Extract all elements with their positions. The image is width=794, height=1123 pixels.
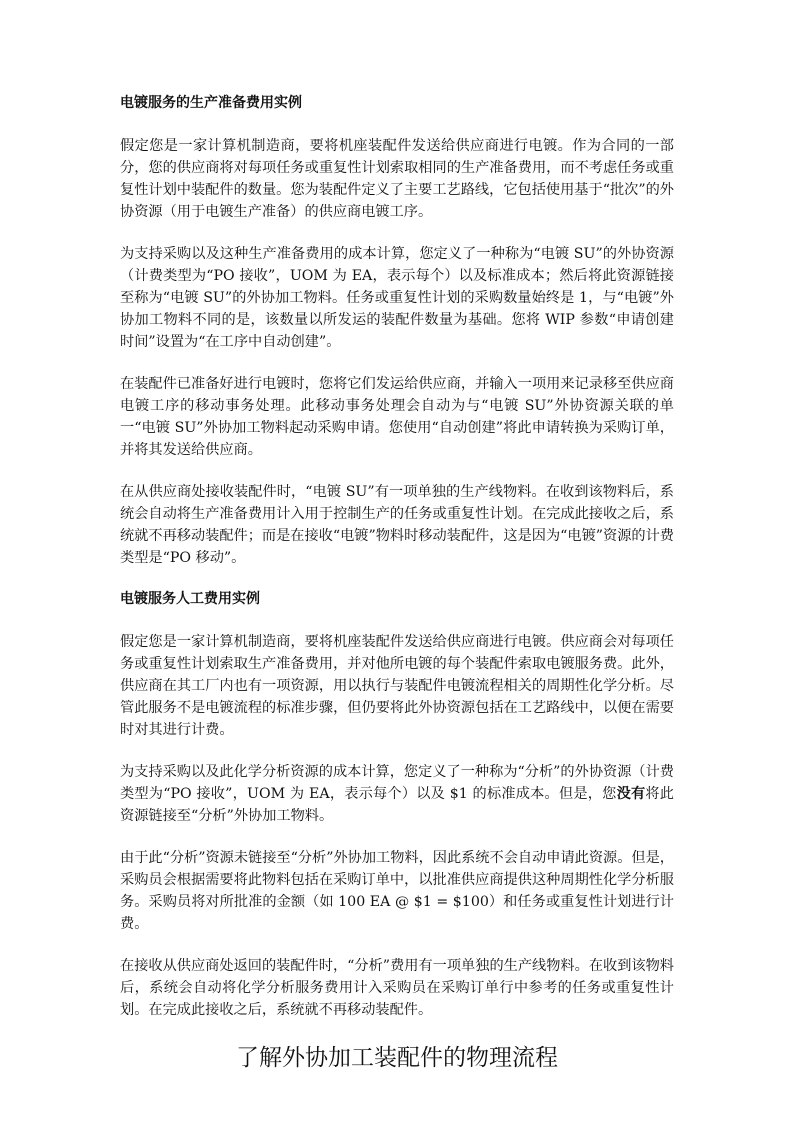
paragraph: 假定您是一家计算机制造商，要将机座装配件发送给供应商进行电镀。供应商会对每项任务或重复性计划索取生产准备费用，并对他所电镀的每个装配件索取电镀服务费。此外，供应商在其工厂内也有一项资源，用以执行与装配件电镀流程相关的周期性化学分析。尽管此服务不是电镀流程的标准步骤，但仍要将此外协资源包括在工艺路线中，以便在需要时对其进行计费。	[120, 634, 674, 738]
paragraph: 由于此“分析”资源未链接至“分析”外协加工物料，因此系统不会自动申请此资源。但是，采购员会根据需要将此物料包括在采购订单中，以批准供应商提供这种周期性化学分析服务。采购员将对所批准的金额（如 100 EA @ $1 = $100）和任务或重复性计划进行计费。	[120, 850, 674, 932]
chapter-title: 了解外协加工装配件的物理流程	[236, 1045, 558, 1071]
section-heading-setup-cost: 电镀服务的生产准备费用实例	[120, 95, 302, 111]
section-heading-labor-cost: 电镀服务人工费用实例	[120, 591, 260, 607]
document-content	[120, 93, 674, 1073]
paragraph: 为支持采购以及这种生产准备费用的成本计算，您定义了一种称为“电镀 SU”的外协资源（计费类型为“PO 接收”，UOM 为 EA，表示每个）以及标准成本；然后将此资源链接至称为“电镀 SU”的外协加工物料。任务或重复性计划的采购数量始终是 1，与“电镀”外协加工物料不同的是，该数量以所发运的装配件数量为基础。您将 WIP 参数“申请创建时间”设置为“在工序中自动创建”。	[120, 246, 674, 350]
text-run: 为支持采购以及此化学分析资源的成本计算，您定义了一种称为“分析”的外协资源（计费类型为“PO 接收”，UOM 为 EA，表示每个）以及 $1 的标准成本。但是，您	[120, 764, 674, 802]
paragraph: 假定您是一家计算机制造商，要将机座装配件发送给供应商进行电镀。作为合同的一部分，您的供应商将对每项任务或重复性计划索取相同的生产准备费用，而不考虑任务或重复性计划中装配件的数量。您为装配件定义了主要工艺路线，它包括使用基于“批次”的外协资源（用于电镀生产准备）的供应商电镀工序。	[120, 138, 674, 220]
paragraph-with-bold	[120, 761, 674, 827]
paragraph: 在接收从供应商处返回的装配件时，“分析”费用有一项单独的生产线物料。在收到该物料后，系统会自动将化学分析服务费用计入采购员在采购订单行中参考的任务或重复性计划。在完成此接收之后，系统就不再移动装配件。	[120, 958, 674, 1018]
text-run: 将此资源链接至“分析”外协加工物料。	[120, 786, 674, 824]
paragraph: 在从供应商处接收装配件时，“电镀 SU”有一项单独的生产线物料。在收到该物料后，系统会自动将生产准备费用计入用于控制生产的任务或重复性计划。在完成此接收之后，系统就不再移动装配件；而是在接收“电镀”物料时移动装配件，这是因为“电镀”资源的计费类型是“PO 移动”。	[120, 484, 674, 566]
bold-text: 没有	[616, 786, 646, 802]
paragraph: 在装配件已准备好进行电镀时，您将它们发运给供应商，并输入一项用来记录移至供应商电镀工序的移动事务处理。此移动事务处理会自动为与“电镀 SU”外协资源关联的单一“电镀 SU”外协加工物料起动采购申请。您使用“自动创建”将此申请转换为采购订单，并将其发送给供应商。	[120, 376, 674, 458]
